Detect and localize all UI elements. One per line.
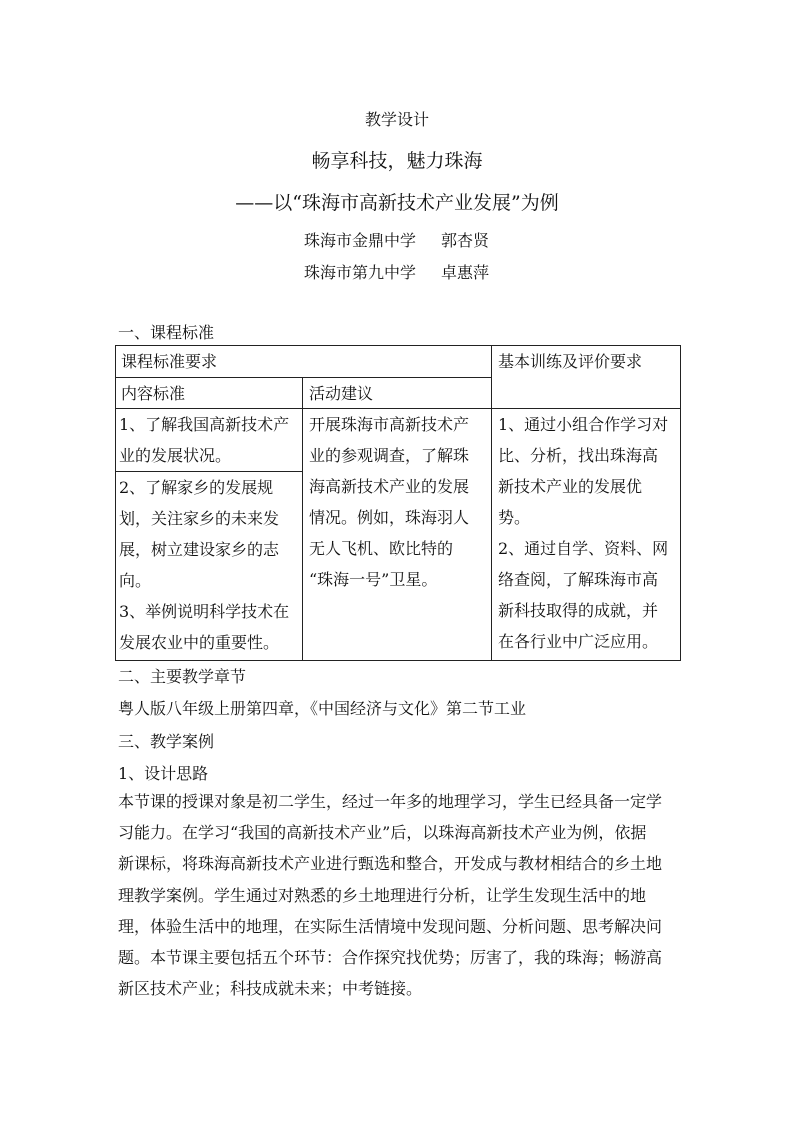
section-heading-curriculum: 一、课程标准 [118, 323, 215, 342]
section-heading-chapters: 二、主要教学章节 [118, 667, 247, 686]
author-name-2: 卓惠萍 [441, 263, 490, 282]
author-school-1: 珠海市金鼎中学 [304, 231, 417, 250]
header-activity-suggestion: 活动建议 [309, 384, 374, 403]
content-standard-item-1: 1、了解我国高新技术产 业的发展状况。 [119, 415, 290, 465]
sub-heading-design-idea: 1、设计思路 [118, 764, 209, 783]
author-school-2: 珠海市第九中学 [304, 263, 417, 282]
activity-suggestion-text: 开展珠海市高新技术产 业的参观调查，了解珠 海高新技术产业的发展 情况。例如，珠海羽人 无人飞机、欧比特的 “珠海一号”卫星。 [309, 415, 470, 589]
document-title: 畅享科技，魅力珠海 [311, 150, 483, 172]
content-standard-item-2-3: 2、了解家乡的发展规 划，关注家乡的未来发 展，树立建设家乡的志 向。 3、举例说明科学技术在 发展农业中的重要性。 [119, 478, 290, 652]
section-heading-teaching-case: 三、教学案例 [118, 732, 215, 751]
author-name-1: 郭杏贤 [441, 231, 490, 250]
evaluation-requirements-text: 1、通过小组合作学习对 比、分析，找出珠海高 新技术产业的发展优 势。 2、通过自学、资料、网 络查阅，了解珠海市高 新科技取得的成就，并 在各行业中广泛应用。 [498, 415, 669, 651]
document-subtitle: ——以“珠海市高新技术产业发展”为例 [235, 192, 559, 214]
design-idea-paragraph: 本节课的授课对象是初二学生，经过一年多的地理学习，学生已经具备一定学 习能力。在学习“我国的高新技术产业”后，以珠海高新技术产业为例，依据 新课标，将珠海高新技术产业进行甄选和整合，开发成与教材相结合的乡土地 理教学案例。学生通过对熟悉的乡土地理进行分析，让学生发现生活中的地 理，体验生活中的地理，在实际生活情境中发现问题、分析问题、思考解决问 题。本节课主要包括五个环节：合作探究找优势；厉害了，我的珠海；畅游高 新区技术产业；科技成就未来；中考链接。 [118, 792, 663, 999]
curriculum-table [115, 345, 681, 661]
doc-type-heading: 教学设计 [364, 110, 429, 129]
header-content-standard: 内容标准 [121, 384, 186, 403]
chapter-reference: 粤人版八年级上册第四章，《中国经济与文化》第二节工业 [118, 699, 527, 718]
header-evaluation-requirements: 基本训练及评价要求 [498, 352, 643, 371]
header-curriculum-requirements: 课程标准要求 [121, 352, 218, 371]
